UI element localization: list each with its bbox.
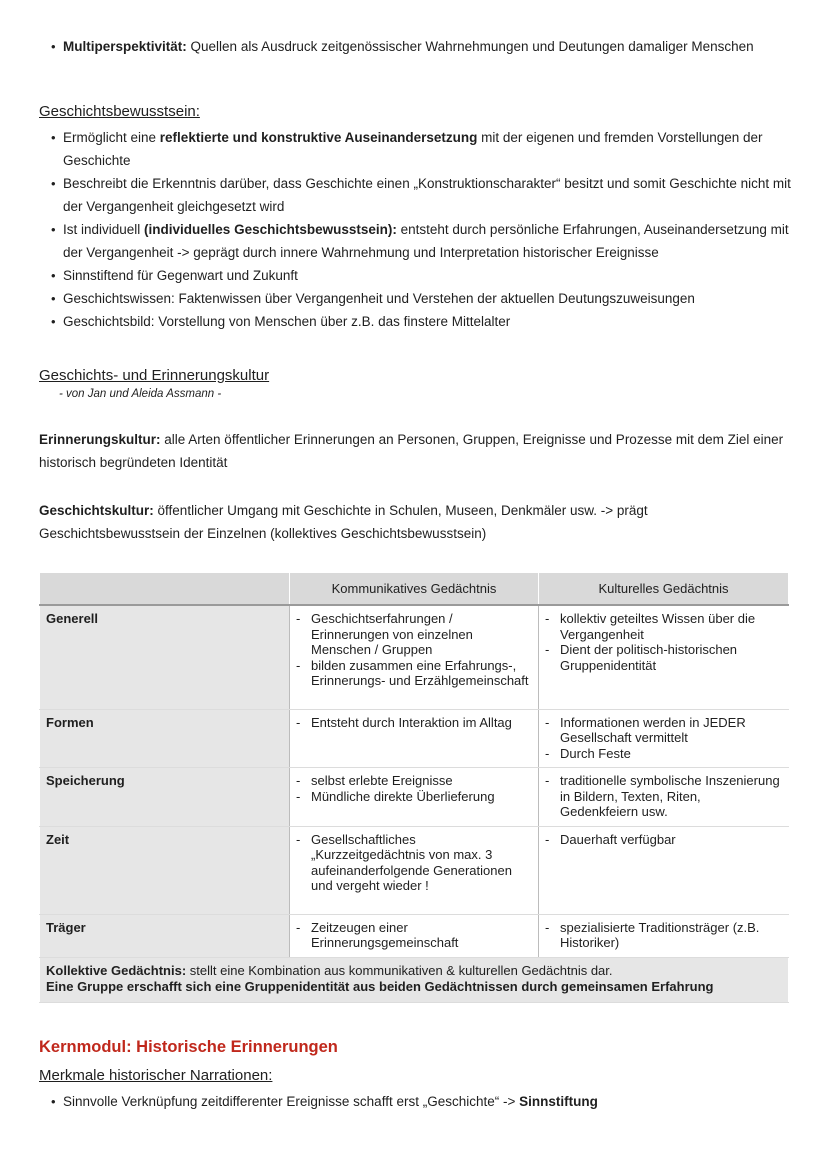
row-label: Generell xyxy=(40,605,290,709)
cell-item: - kollektiv geteiltes Wissen über die Vergangenheit xyxy=(545,611,782,642)
list-item: • Beschreibt die Erkenntnis darüber, dass Geschichte einen „Konstruktionscharakter“ besitzt und somit Geschichte nicht mit der Vergangenheit gleichgesetzt wird xyxy=(39,172,791,218)
paragraph-geschichtskultur: Geschichtskultur: öffentlicher Umgang mit Geschichte in Schulen, Museen, Denkmäler usw. -> prägt Geschichtsbewusstsein der Einzelnen (kollektives Geschichtsbewusstsein) xyxy=(39,503,648,541)
list-item: • Sinnstiftend für Gegenwart und Zukunft xyxy=(39,264,791,287)
cell-item: - Mündliche direkte Überlieferung xyxy=(296,789,532,805)
cell-item: - traditionelle symbolische Inszenierung in Bildern, Texten, Riten, Gedenkfeiern usw. xyxy=(545,773,782,820)
section-subtitle: - von Jan und Aleida Assmann - xyxy=(59,388,222,400)
kernmodul-subheading: Merkmale historischer Narrationen: xyxy=(39,1067,273,1084)
table-row xyxy=(40,605,789,709)
gedaechtnis-table xyxy=(39,572,789,1003)
section-heading-geschichtsbewusstsein: Geschichtsbewusstsein: xyxy=(39,103,200,120)
cell-item: - Dauerhaft verfügbar xyxy=(545,832,782,848)
list-item: • Ist individuell (individuelles Geschichtsbewusstsein): entsteht durch persönliche Erfahrungen, Auseinandersetzung mit der Vergangenheit -> geprägt durch innere Wahrnehmung und Interpretation historischer Ereignisse xyxy=(39,218,791,264)
header-kulturelles: Kulturelles Gedächtnis xyxy=(539,573,789,606)
table-footer: Kollektive Gedächtnis: stellt eine Kombination aus kommunikativen & kulturellen Gedächtnis dar. Eine Gruppe erschafft sich eine Gruppenidentität aus beiden Gedächtnissen durch gemeinsamen Erfahrung xyxy=(40,957,789,1002)
row-label: Zeit xyxy=(40,826,290,914)
kernmodul-title: Kernmodul: Historische Erinnerungen xyxy=(39,1038,338,1056)
list-item: • Sinnvolle Verknüpfung zeitdifferenter Ereignisse schafft erst „Geschichte“ -> Sinnstiftung xyxy=(39,1090,791,1113)
paragraph-erinnerungskultur: Erinnerungskultur: alle Arten öffentlicher Erinnerungen an Personen, Gruppen, Ereignisse und Prozesse mit dem Ziel einer historisch begründeten Identität xyxy=(39,432,784,470)
list-item: • Ermöglicht eine reflektierte und konstruktive Auseinandersetzung mit der eigenen und fremden Vorstellungen der Geschichte xyxy=(39,126,791,172)
section-heading-erinnerungskultur: Geschichts- und Erinnerungskultur xyxy=(39,367,270,384)
cell-item: - Geschichtserfahrungen / Erinnerungen von einzelnen Menschen / Gruppen xyxy=(296,611,532,658)
top-bullet-list xyxy=(39,35,799,58)
cell-item: - Gesellschaftliches „Kurzzeitgedächtnis von max. 3 aufeinanderfolgende Generationen und vergeht wieder ! xyxy=(296,832,532,894)
list-item: • Multiperspektivität: Quellen als Ausdruck zeitgenössischer Wahrnehmungen und Deutungen damaliger Menschen xyxy=(39,35,799,58)
cell-item: - spezialisierte Traditionsträger (z.B. Historiker) xyxy=(545,920,782,951)
table-footer-row xyxy=(40,957,789,1002)
row-label: Formen xyxy=(40,709,290,768)
header-empty xyxy=(40,573,290,606)
list-item: • Geschichtsbild: Vorstellung von Menschen über z.B. das finstere Mittelalter xyxy=(39,310,791,333)
table-row xyxy=(40,826,789,914)
geschichtsbewusstsein-list xyxy=(39,126,791,333)
cell-item: - Entsteht durch Interaktion im Alltag xyxy=(296,715,532,731)
table-row xyxy=(40,709,789,768)
cell-item: - Zeitzeugen einer Erinnerungsgemeinschaft xyxy=(296,920,532,951)
cell-item: - Dient der politisch-historischen Gruppenidentität xyxy=(545,642,782,673)
table-header-row xyxy=(40,573,789,606)
table-row xyxy=(40,914,789,957)
table-row xyxy=(40,768,789,827)
cell-item: - Informationen werden in JEDER Gesellschaft vermittelt xyxy=(545,715,782,746)
cell-item: - Durch Feste xyxy=(545,746,782,762)
kernmodul-list xyxy=(39,1090,791,1113)
cell-item: - selbst erlebte Ereignisse xyxy=(296,773,532,789)
header-kommunikatives: Kommunikatives Gedächtnis xyxy=(290,573,539,606)
list-item: • Geschichtswissen: Faktenwissen über Vergangenheit und Verstehen der aktuellen Deutungszuweisungen xyxy=(39,287,791,310)
row-label: Speicherung xyxy=(40,768,290,827)
row-label: Träger xyxy=(40,914,290,957)
cell-item: - bilden zusammen eine Erfahrungs-, Erinnerungs- und Erzählgemeinschaft xyxy=(296,658,532,689)
